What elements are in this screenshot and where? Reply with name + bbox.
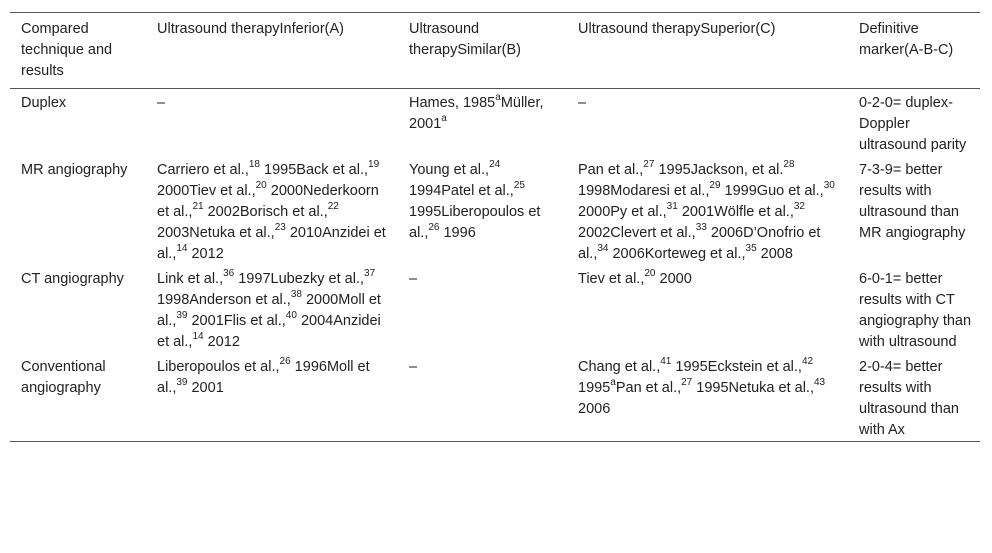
citation-text: 2002Clevert et al., [578, 225, 696, 241]
header-inferior: Ultrasound therapyInferior(A) [157, 21, 344, 37]
citation-text: 1994Patel et al., [409, 183, 514, 199]
table-row [10, 156, 980, 265]
citation-text: 2004Anzidei et al., [157, 313, 381, 350]
citation-superscript: 25 [513, 180, 525, 192]
citation-text: Tiev et al., [578, 271, 645, 287]
citation-text: 2006Korteweg et al., [608, 246, 746, 262]
cell-marker: 0-2-0= duplex-Doppler ultrasound parity [859, 95, 967, 153]
citation-text: 1995Eckstein et al., [671, 359, 802, 375]
cell-technique: Duplex [21, 95, 67, 111]
citation-superscript: 41 [660, 356, 672, 368]
citation-text: 2001Flis et al., [187, 313, 286, 329]
cell-similar [398, 265, 567, 353]
header-row [10, 13, 980, 89]
citation-text: Pan et al., [578, 162, 644, 178]
cell-similar [398, 353, 567, 442]
cell-superior [567, 265, 848, 353]
citation-text: 1995Jackson, et al. [654, 162, 784, 178]
citation-superscript: 37 [364, 268, 376, 280]
citation-superscript: 39 [176, 310, 188, 322]
citation-text: 2000Moll et al., [157, 292, 381, 329]
citation-text: 2000Tiev et al., [157, 183, 256, 199]
citation-text: – [157, 95, 166, 111]
comparison-table [10, 12, 980, 442]
citation-superscript: 35 [745, 243, 757, 255]
cell-inferior [146, 89, 398, 157]
cell-marker: 7-3-9= better results with ultrasound than MR angiography [859, 162, 966, 241]
citation-text: 2012 [187, 246, 224, 262]
citation-text: 2000Nederkoorn et al., [157, 183, 379, 220]
cell-similar [398, 156, 567, 265]
citation-text: – [409, 271, 418, 287]
citation-text: 2008 [756, 246, 793, 262]
citation-text: 2002Borisch et al., [203, 204, 328, 220]
citation-text: 2010Anzidei et al., [157, 225, 386, 262]
citation-text: 2006 [578, 401, 611, 417]
citation-text: 1996Moll et al., [157, 359, 370, 396]
citation-superscript: 42 [801, 356, 814, 368]
cell-technique: MR angiography [21, 162, 128, 178]
table-row [10, 89, 980, 157]
citation-superscript: a [610, 377, 616, 389]
cell-inferior [146, 265, 398, 353]
header-technique: Compared technique and results [21, 21, 113, 79]
citation-text: Chang et al., [578, 359, 661, 375]
citation-superscript: 23 [274, 222, 286, 234]
citation-text: 1995Liberopoulos et al., [409, 204, 541, 241]
citation-superscript: 14 [176, 243, 188, 255]
citation-text: Liberopoulos et al., [157, 359, 280, 375]
citation-text: 2000 [655, 271, 692, 287]
cell-marker: 6-0-1= better results with CT angiography than with ultrasound [859, 271, 972, 350]
citation-text: 1997Lubezky et al., [234, 271, 365, 287]
citation-text: Young et al., [409, 162, 490, 178]
citation-superscript: 33 [695, 222, 707, 234]
header-superior: Ultrasound therapySuperior(C) [578, 21, 776, 37]
citation-superscript: 20 [255, 180, 267, 192]
citation-superscript: 43 [813, 377, 826, 389]
citation-superscript: 26 [279, 356, 291, 368]
citation-superscript: 39 [176, 377, 188, 389]
citation-superscript: a [441, 113, 447, 125]
citation-text: 1998Modaresi et al., [578, 183, 710, 199]
citation-superscript: 18 [248, 159, 260, 171]
cell-technique: Conventional angiography [21, 359, 106, 396]
citation-text: – [409, 359, 418, 375]
citation-superscript: 31 [666, 201, 678, 213]
citation-superscript: 38 [290, 289, 302, 301]
cell-superior [567, 156, 848, 265]
citation-superscript: 28 [783, 159, 795, 171]
header-marker: Definitive marker(A-B-C) [859, 21, 954, 58]
citation-text: 1995Back et al., [260, 162, 369, 178]
citation-text: 2012 [203, 334, 240, 350]
citation-text: 2006D’Onofrio et al., [578, 225, 821, 262]
cell-inferior [146, 353, 398, 442]
citation-text: 2003Netuka et al., [157, 225, 275, 241]
citation-superscript: 40 [285, 310, 297, 322]
cell-technique: CT angiography [21, 271, 124, 287]
cell-similar [398, 89, 567, 157]
citation-superscript: a [495, 92, 501, 104]
citation-superscript: 34 [597, 243, 609, 255]
citation-text: Pan et al., [615, 380, 682, 396]
citation-text: 1995Netuka et al., [692, 380, 814, 396]
citation-superscript: 19 [368, 159, 380, 171]
citation-superscript: 27 [681, 377, 693, 389]
citation-superscript: 22 [327, 201, 339, 213]
header-similar: Ultrasound therapySimilar(B) [409, 21, 521, 58]
table-row [10, 265, 980, 353]
citation-text: Hames, 1985 [409, 95, 496, 111]
citation-text: 1995 [578, 380, 611, 396]
citation-superscript: 24 [489, 159, 501, 171]
citation-superscript: 30 [823, 180, 835, 192]
citation-superscript: 36 [223, 268, 235, 280]
cell-superior [567, 89, 848, 157]
citation-text: Carriero et al., [157, 162, 249, 178]
cell-marker: 2-0-4= better results with ultrasound than with Ax [859, 359, 959, 438]
citation-text: Müller, 2001 [409, 95, 544, 132]
citation-superscript: 29 [709, 180, 721, 192]
citation-superscript: 32 [793, 201, 805, 213]
citation-text: Link et al., [157, 271, 224, 287]
citation-text: 2001 [187, 380, 224, 396]
citation-text: – [578, 95, 587, 111]
citation-superscript: 20 [644, 268, 656, 280]
citation-text: 1998Anderson et al., [157, 292, 291, 308]
citation-text: 1999Guo et al., [720, 183, 824, 199]
citation-superscript: 14 [192, 331, 204, 343]
citation-superscript: 21 [192, 201, 204, 213]
citation-superscript: 26 [428, 222, 440, 234]
cell-superior [567, 353, 848, 442]
citation-text: 1996 [439, 225, 476, 241]
table-row [10, 353, 980, 442]
citation-superscript: 27 [643, 159, 655, 171]
cell-inferior [146, 156, 398, 265]
citation-text: 2001Wölfle et al., [677, 204, 794, 220]
citation-text: 2000Py et al., [578, 204, 667, 220]
